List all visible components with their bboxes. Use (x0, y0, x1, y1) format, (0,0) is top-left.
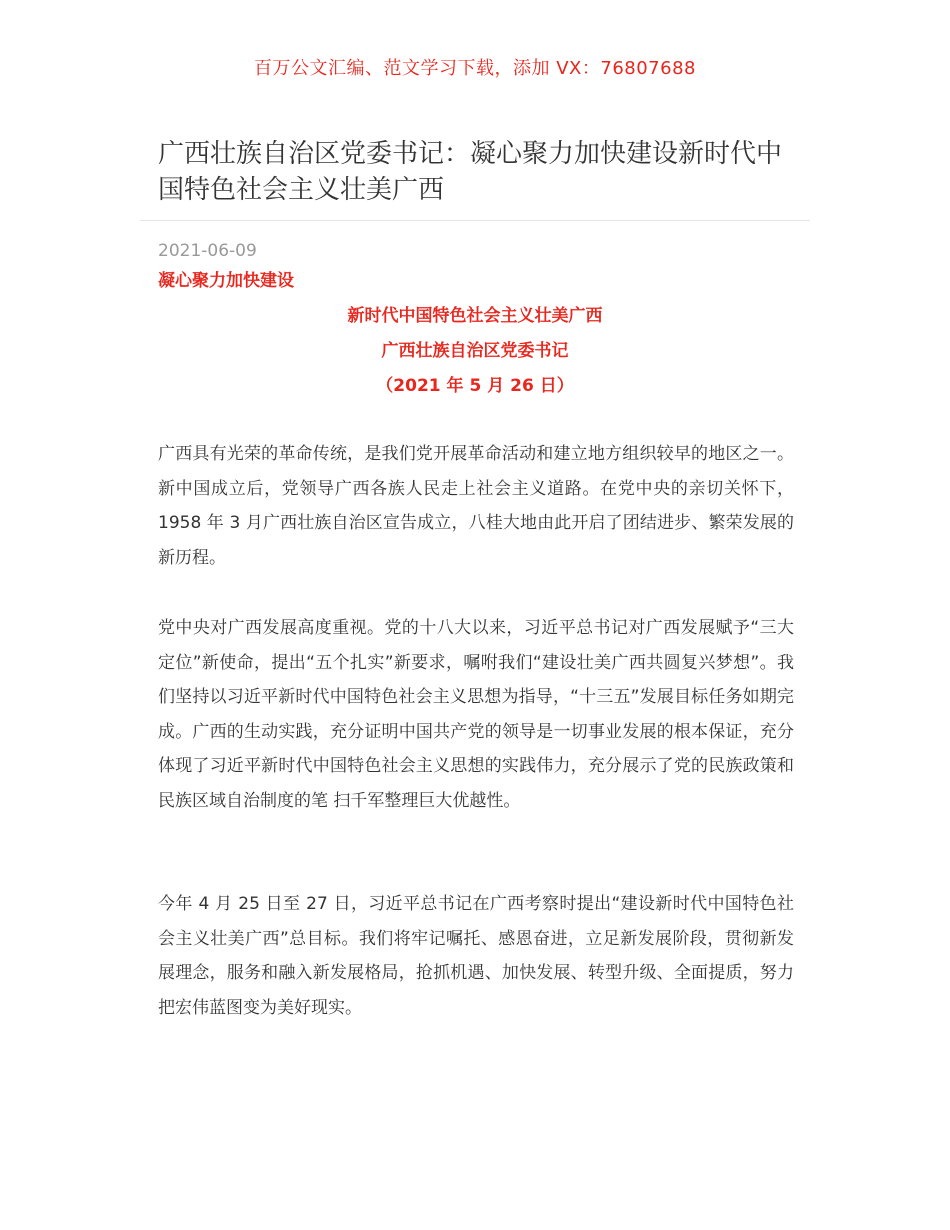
paragraph: 今年 4 月 25 日至 27 日，习近平总书记在广西考察时提出“建设新时代中国特色社会主义壮美广西”总目标。我们将牢记嘱托、感恩奋进，立足新发展阶段，贯彻新发展理念，服务和融入新发展格局，抢抓机遇、加快发展、转型升级、全面提质，努力把宏伟蓝图变为美好现实。 (158, 894, 794, 1018)
heading-line-1: 新时代中国特色社会主义壮美广西 (347, 306, 603, 326)
publish-date: 2021-06-09 (158, 241, 257, 261)
article-lead: 凝心聚力加快建设 (158, 271, 294, 291)
heading-author: 广西壮族自治区党委书记 (381, 341, 569, 361)
title-divider (140, 220, 810, 221)
paragraph: 广西具有光荣的革命传统，是我们党开展革命活动和建立地方组织较早的地区之一。新中国成立后，党领导广西各族人民走上社会主义道路。在党中央的亲切关怀下，1958 年 3 月广西壮族自治区宣告成立，八桂大地由此开启了团结进步、繁荣发展的新历程。 (158, 444, 794, 568)
promo-banner: 百万公文汇编、范文学习下载，添加 VX：76807688 (254, 58, 696, 79)
paragraph: 党中央对广西发展高度重视。党的十八大以来，习近平总书记对广西发展赋予“三大定位”新使命，提出“五个扎实”新要求，嘱咐我们“建设壮美广西共圆复兴梦想”。我们坚持以习近平新时代中国特色社会主义思想为指导，“十三五”发展目标任务如期完成。广西的生动实践，充分证明中国共产党的领导是一切事业发展的根本保证，充分体现了习近平新时代中国特色社会主义思想的实践伟力，充分展示了党的民族政策和民族区域自治制度的笔 扫千军整理巨大优越性。 (158, 618, 794, 811)
article-title: 广西壮族自治区党委书记：凝心聚力加快建设新时代中国特色社会主义壮美广西 (158, 139, 783, 205)
heading-date: （2021 年 5 月 26 日） (376, 376, 574, 396)
